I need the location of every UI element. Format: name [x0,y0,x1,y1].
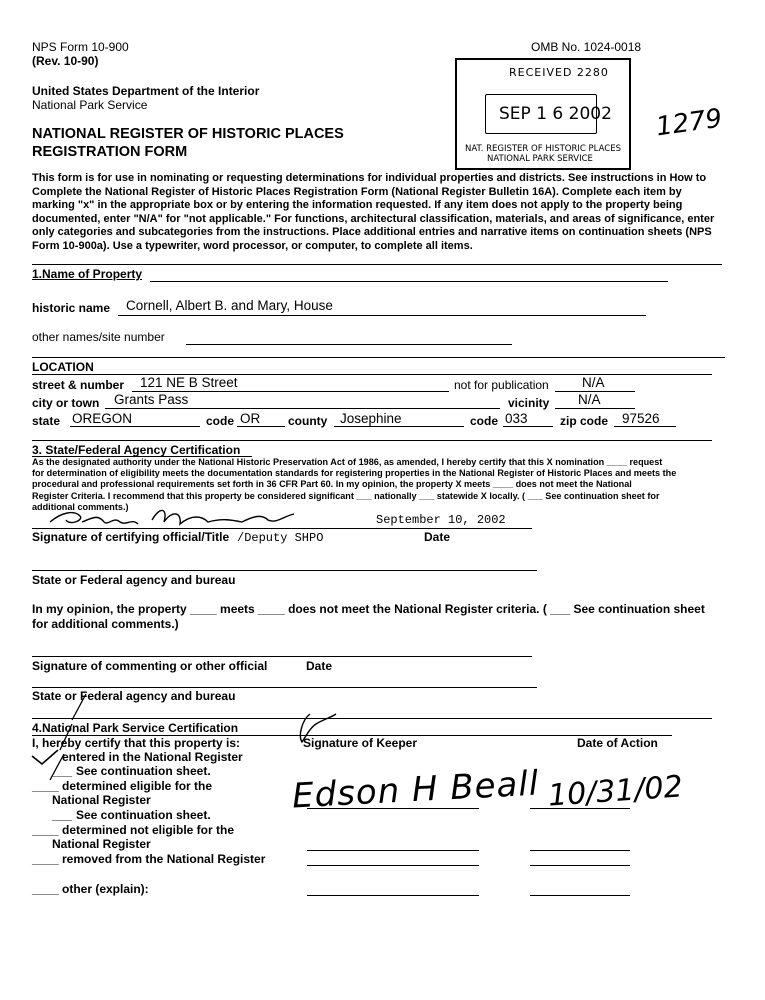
divider [150,281,668,282]
option-eligible-line2: National Register [52,793,151,807]
cert-line: As the designated authority under the National Historic Preservation Act of 1986, as amended, I hereby certify that this X nomination ____ request [32,457,663,467]
date-line [530,808,630,809]
historic-name-label: historic name [32,301,111,315]
field-underline [503,426,553,427]
vicinity-value[interactable]: N/A [578,392,601,407]
section4-heading: 4.National Park Service Certification [32,721,239,735]
historic-name-value[interactable]: Cornell, Albert B. and Mary, House [126,298,333,313]
action-date: 10/31/02 [546,769,684,814]
cert-line: procedural and professional requirements set forth in 36 CFR Part 60. In my opinion, the property X meets ____ does not meet the National [32,479,632,490]
not-for-publication-value[interactable]: N/A [582,375,605,390]
keeper-line [307,895,479,896]
stamp-received: RECEIVED 2280 [509,66,609,79]
field-underline [555,408,635,409]
option-other-prefix: ____ [32,882,59,896]
city-value[interactable]: Grants Pass [114,392,189,407]
vicinity-label: vicinity [508,396,550,410]
cert-line: for determination of eligibility meets the documentation standards for registering properties in the National Register of Historic Places and meets the [32,468,677,479]
pen-strokes [40,680,380,800]
instruction-line: This form is for use in nominating or requesting determinations for individual properties and districts. See instructions in How to [32,172,707,184]
divider [32,374,712,375]
field-underline [237,426,285,427]
option-not-eligible-line2: National Register [52,837,151,851]
keeper-line [307,808,479,809]
stamp-line1: NAT. REGISTER OF HISTORIC PLACES [465,144,621,154]
field-underline [334,426,464,427]
signature-label: Signature of certifying official/Title [32,530,230,544]
signature-title[interactable]: /Deputy SHPO [237,531,324,545]
divider [32,264,722,265]
option-continuation[interactable]: See continuation sheet. [76,764,211,778]
instructions-block [32,172,747,253]
cert-line: additional comments.) [32,501,129,512]
option-removed[interactable]: removed from the National Register [62,852,266,866]
option-other[interactable]: other (explain): [62,882,149,896]
state-code-label: code [206,414,235,428]
instruction-line: only categories and subcategories from the instructions. Place additional entries and narrative items on continuation sheets (NPS [32,226,712,238]
street-label: street & number [32,378,125,392]
instruction-line: marking "x" in the appropriate box or by entering the information requested. If any item does not apply to the property being [32,199,683,211]
option-continuation[interactable]: See continuation sheet. [76,808,211,822]
county-code-value[interactable]: 033 [505,411,528,426]
opinion-line2: for additional comments.) [32,617,179,631]
state-label: state [32,414,61,428]
omb-number: OMB No. 1024-0018 [531,40,642,54]
stamp-line2: NATIONAL PARK SERVICE [487,154,593,164]
cert-line: Register Criteria. I recommend that this property be considered significant ___ nationally ___ statewide X locally. ( ___ See continuation sheet for [32,490,660,501]
field-underline [118,315,646,316]
form-revision: (Rev. 10-90) [32,54,99,68]
certify-label: I, hereby certify that this property is: [32,736,241,750]
opinion-line1: In my opinion, the property ____ meets ____ does not meet the National Register criteria. ( ___ See continuation sheet [32,602,705,616]
divider [32,357,725,358]
instruction-line: Complete the National Register of Historic Places Registration Form (National Register Bulletin 16A). Complete each item by [32,185,682,198]
keeper-signature: Edson H Beall [291,763,541,817]
commenting-date-label: Date [306,659,333,673]
signature-line [32,528,532,529]
option-eligible-prefix: ____ [32,779,59,793]
handwritten-reference-number: 1279 [654,103,724,143]
form-number: NPS Form 10-900 [32,40,129,54]
agency-label-2: State or Federal agency and bureau [32,689,236,703]
keeper-signature-label: Signature of Keeper [303,736,418,750]
street-value[interactable]: 121 NE B Street [140,375,238,390]
date-line [530,895,630,896]
other-names-label: other names/site number [32,330,165,344]
date-label: Date [424,530,451,544]
stamp-date-box [485,94,597,134]
date-line [530,850,630,851]
commenting-label: Signature of commenting or other official [32,659,268,673]
section1-heading: 1.Name of Property [32,267,143,281]
section3-heading: 3. State/Federal Agency Certification [32,443,241,457]
option-entered[interactable]: entered in the National Register [62,750,243,764]
date-line [530,865,630,866]
instruction-line: documented, enter "N/A" for "not applicable." For functions, architectural classification, materials, and areas of significance, enter [32,212,715,225]
county-label: county [288,414,328,428]
option-removed-prefix: ____ [32,852,59,866]
county-value[interactable]: Josephine [340,411,402,426]
state-value[interactable]: OREGON [72,411,133,426]
date-of-action-label: Date of Action [577,736,658,750]
option-continuation-prefix: ___ [52,764,73,778]
agency-label: State or Federal agency and bureau [32,573,236,587]
city-label: city or town [32,396,100,410]
keeper-line [307,865,479,866]
state-code-value[interactable]: OR [240,411,261,426]
zip-value[interactable]: 97526 [622,411,660,426]
field-underline [70,426,200,427]
certification-date[interactable]: September 10, 2002 [376,513,506,527]
agency-line [32,570,537,571]
option-not-eligible-prefix: ____ [32,823,59,837]
service-name: National Park Service [32,98,148,112]
county-code-label: code [470,414,499,428]
option-eligible[interactable]: determined eligible for the [62,779,213,793]
field-underline [614,426,676,427]
field-underline [105,408,500,409]
stamp-date: SEP 1 6 2002 [499,104,612,124]
keeper-line [307,850,479,851]
option-continuation-prefix: ___ [52,808,73,822]
form-subtitle: REGISTRATION FORM [32,144,188,160]
not-for-publication-label: not for publication [454,378,549,392]
commenting-line [32,656,532,657]
zip-label: zip code [560,414,609,428]
department-name: United States Department of the Interior [32,84,260,98]
instruction-line: Form 10-900a). Use a typewriter, word processor, or computer, to complete all items. [32,239,473,252]
field-underline [186,344,512,345]
location-heading: LOCATION [32,360,94,374]
divider [32,440,712,441]
form-title: NATIONAL REGISTER OF HISTORIC PLACES [32,126,344,142]
option-not-eligible[interactable]: determined not eligible for the [62,823,235,837]
received-stamp [455,58,631,170]
